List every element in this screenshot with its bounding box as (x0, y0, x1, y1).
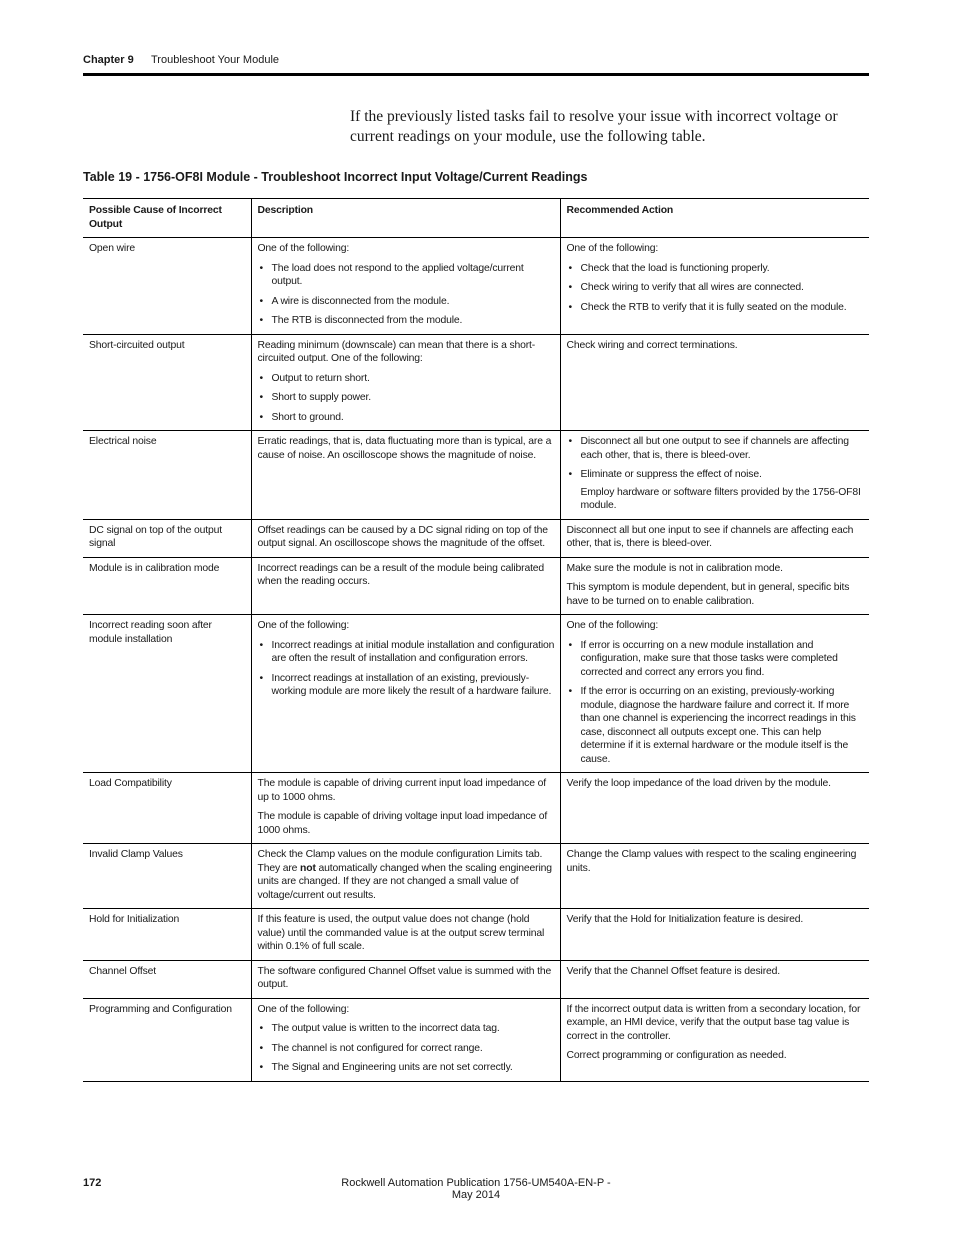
bullet-list (258, 262, 556, 328)
action-cell (560, 557, 869, 615)
bullet-icon: • (259, 672, 263, 684)
bullet-item (258, 672, 556, 699)
description-emphasis: not (300, 862, 316, 874)
column-header-cause: Possible Cause of Incorrect Output (83, 199, 251, 238)
action-text: Verify that the Hold for Initialization feature is desired. (566, 914, 804, 925)
description-cell (251, 238, 560, 335)
description-cell (251, 557, 560, 615)
action-text: One of the following: (566, 620, 659, 631)
bullet-icon: • (259, 1062, 263, 1073)
description-text: The module is capable of driving current input load impedance of up to 1000 ohms. (257, 778, 546, 803)
bullet-item (567, 639, 866, 680)
bullet-text: The output value is written to the incorrect data tag. (271, 1023, 500, 1034)
action-cell (560, 960, 869, 998)
bullet-icon: • (259, 295, 263, 307)
bullet-item (567, 685, 866, 766)
table-row (83, 334, 869, 431)
description-cell (251, 519, 560, 557)
table-row (83, 909, 869, 961)
description-text-part: automatically changed when the scaling engineering units are changed. If they are not changed a small value of voltage/current out results. (257, 862, 552, 901)
cause-cell: Short-circuited output (83, 334, 251, 431)
bullet-text: The channel is not configured for correct range. (271, 1042, 483, 1054)
bullet-text: Short to ground. (271, 411, 344, 423)
bullet-item (258, 262, 556, 289)
action-text: Change the Clamp values with respect to the scaling engineering units. (566, 849, 857, 874)
bullet-icon: • (259, 1042, 263, 1054)
bullet-text: If the error is occurring on an existing, previously-working module, diagnose the hardware failure and correct it. If more than one channel is experiencing the incorrect readings in this case, disconnect all outputs except one. This can help determine if it is external hardware or the module itself is the cause. (580, 686, 856, 765)
action-cell (560, 334, 869, 431)
bullet-text: The load does not respond to the applied voltage/current output. (271, 262, 524, 287)
bullet-icon: • (568, 301, 572, 313)
bullet-item (567, 281, 866, 295)
bullet-item (258, 372, 556, 386)
chapter-title: Troubleshoot Your Module (151, 54, 280, 66)
bullet-item (567, 468, 866, 513)
table-row (83, 773, 869, 844)
cause-cell: Incorrect reading soon after module installation (83, 615, 251, 773)
bullet-item (258, 314, 556, 328)
description-text (258, 848, 556, 902)
action-cell (560, 615, 869, 773)
table-row (83, 998, 869, 1081)
cause-cell: Open wire (83, 238, 251, 335)
action-text: This symptom is module dependent, but in general, specific bits have to be turned on to enable calibration. (566, 582, 850, 607)
table-title: Table 19 - 1756-OF8I Module - Troubleshoot Incorrect Input Voltage/Current Readings (83, 170, 588, 184)
bullet-icon: • (568, 639, 572, 651)
action-text: One of the following: (566, 243, 659, 254)
bullet-text: Check the RTB to verify that it is fully seated on the module. (580, 301, 847, 313)
cause-cell: Module is in calibration mode (83, 557, 251, 615)
action-cell (560, 909, 869, 961)
bullet-item (567, 262, 866, 276)
description-text: Erratic readings, that is, data fluctuating more than is typical, are a cause of noise. An oscilloscope shows the magnitude of noise. (257, 436, 552, 461)
action-cell (560, 844, 869, 909)
bullet-item (258, 391, 556, 405)
action-text: Correct programming or configuration as needed. (566, 1050, 787, 1061)
description-cell (251, 615, 560, 773)
cause-cell: Programming and Configuration (83, 998, 251, 1081)
cause-cell: DC signal on top of the output signal (83, 519, 251, 557)
description-cell (251, 844, 560, 909)
bullet-icon: • (259, 315, 263, 326)
description-text: One of the following: (257, 1003, 350, 1015)
bullet-icon: • (259, 262, 263, 274)
description-text: One of the following: (257, 620, 350, 631)
bullet-icon: • (259, 372, 263, 384)
publication-info: Rockwell Automation Publication 1756-UM540A-EN-P - May 2014 (341, 1177, 611, 1201)
bullet-text: Eliminate or suppress the effect of noise. (580, 469, 762, 480)
cause-cell: Hold for Initialization (83, 909, 251, 961)
bullet-item (567, 301, 866, 315)
bullet-list (567, 435, 866, 513)
page-number: 172 (83, 1177, 102, 1189)
chapter-label: Chapter 9 (83, 54, 134, 66)
description-text: Offset readings can be caused by a DC signal riding on top of the output signal. An oscilloscope shows the magnitude of the offset. (257, 524, 548, 549)
table-row (83, 960, 869, 998)
table-row (83, 844, 869, 909)
bullet-icon: • (568, 469, 572, 480)
bullet-item (567, 435, 866, 462)
column-header-description: Description (251, 199, 560, 238)
description-text: The software configured Channel Offset value is summed with the output. (257, 965, 552, 990)
description-cell (251, 334, 560, 431)
action-text: Disconnect all but one input to see if channels are affecting each other, that is, there is bleed-over. (566, 524, 854, 549)
action-cell (560, 998, 869, 1081)
description-cell (251, 773, 560, 844)
table-row (83, 557, 869, 615)
action-cell (560, 238, 869, 335)
bullet-text: Check wiring to verify that all wires are connected. (580, 282, 804, 293)
description-cell (251, 960, 560, 998)
bullet-text: Output to return short. (271, 372, 370, 384)
description-text: Incorrect readings can be a result of the module being calibrated when the reading occurs. (257, 562, 545, 587)
action-text: Make sure the module is not in calibration mode. (566, 562, 783, 574)
bullet-text: The Signal and Engineering units are not set correctly. (271, 1062, 513, 1073)
bullet-text: The RTB is disconnected from the module. (271, 315, 463, 326)
bullet-icon: • (259, 411, 263, 423)
description-text: If this feature is used, the output value does not change (hold value) until the commanded value is at the output screw terminal within 0.1% of full scale. (257, 914, 545, 952)
bullet-list (258, 372, 556, 425)
description-text: Reading minimum (downscale) can mean that there is a short-circuited output. One of the following: (257, 339, 536, 364)
bullet-icon: • (568, 436, 572, 447)
bullet-icon: • (568, 686, 572, 697)
intro-paragraph: If the previously listed tasks fail to resolve your issue with incorrect voltage or current readings on your module, use the following table. (350, 108, 838, 145)
bullet-text: Disconnect all but one output to see if channels are affecting each other, that is, there is bleed-over. (580, 436, 849, 461)
cause-cell: Channel Offset (83, 960, 251, 998)
table-header-row (83, 199, 869, 238)
bullet-note: Employ hardware or software filters provided by the 1756-OF8I module. (580, 486, 861, 511)
action-cell (560, 519, 869, 557)
description-text: The module is capable of driving voltage input load impedance of 1000 ohms. (257, 811, 548, 836)
column-header-action: Recommended Action (560, 199, 869, 238)
header-rule (83, 73, 869, 76)
action-cell (560, 431, 869, 520)
bullet-icon: • (259, 392, 263, 403)
bullet-icon: • (259, 1023, 263, 1034)
action-text: Verify the loop impedance of the load driven by the module. (566, 778, 831, 789)
bullet-text: A wire is disconnected from the module. (271, 295, 450, 307)
cause-cell: Load Compatibility (83, 773, 251, 844)
bullet-list (258, 639, 556, 699)
action-text: Verify that the Channel Offset feature is desired. (566, 965, 781, 977)
bullet-list (258, 1022, 556, 1075)
bullet-item (258, 295, 556, 309)
bullet-icon: • (259, 639, 263, 651)
bullet-list (567, 639, 866, 767)
bullet-item (258, 1042, 556, 1056)
table-row (83, 615, 869, 773)
bullet-list (567, 262, 866, 315)
bullet-text: Incorrect readings at installation of an existing, previously-working module are more likely the result of a hardware failure. (271, 672, 552, 697)
table-row (83, 431, 869, 520)
action-text: If the incorrect output data is written from a secondary location, for example, an HMI device, verify that the output base tag value is correct in the controller. (566, 1003, 861, 1042)
bullet-text: If error is occurring on a new module installation and configuration, make sure that those tasks were completed corrected and correct any errors you find. (580, 639, 838, 678)
description-cell (251, 431, 560, 520)
description-text-part: Check the Clamp values on the module configuration Limits tab. They are (257, 849, 543, 874)
bullet-icon: • (568, 262, 572, 274)
action-cell (560, 773, 869, 844)
bullet-text: Incorrect readings at initial module installation and configuration are often the result of installation and configuration errors. (271, 639, 555, 664)
description-text: One of the following: (257, 243, 350, 254)
table-row (83, 519, 869, 557)
table-body (83, 238, 869, 1082)
troubleshoot-table (83, 198, 869, 1082)
bullet-text: Check that the load is functioning properly. (580, 262, 770, 274)
description-cell (251, 998, 560, 1081)
cause-cell: Electrical noise (83, 431, 251, 520)
bullet-item (258, 1061, 556, 1075)
description-cell (251, 909, 560, 961)
bullet-text: Short to supply power. (271, 392, 372, 403)
page-header (83, 52, 869, 76)
bullet-item (258, 639, 556, 666)
table-row (83, 238, 869, 335)
cause-cell: Invalid Clamp Values (83, 844, 251, 909)
bullet-item (258, 411, 556, 425)
bullet-item (258, 1022, 556, 1036)
action-text: Check wiring and correct terminations. (566, 339, 738, 351)
bullet-icon: • (568, 282, 572, 293)
